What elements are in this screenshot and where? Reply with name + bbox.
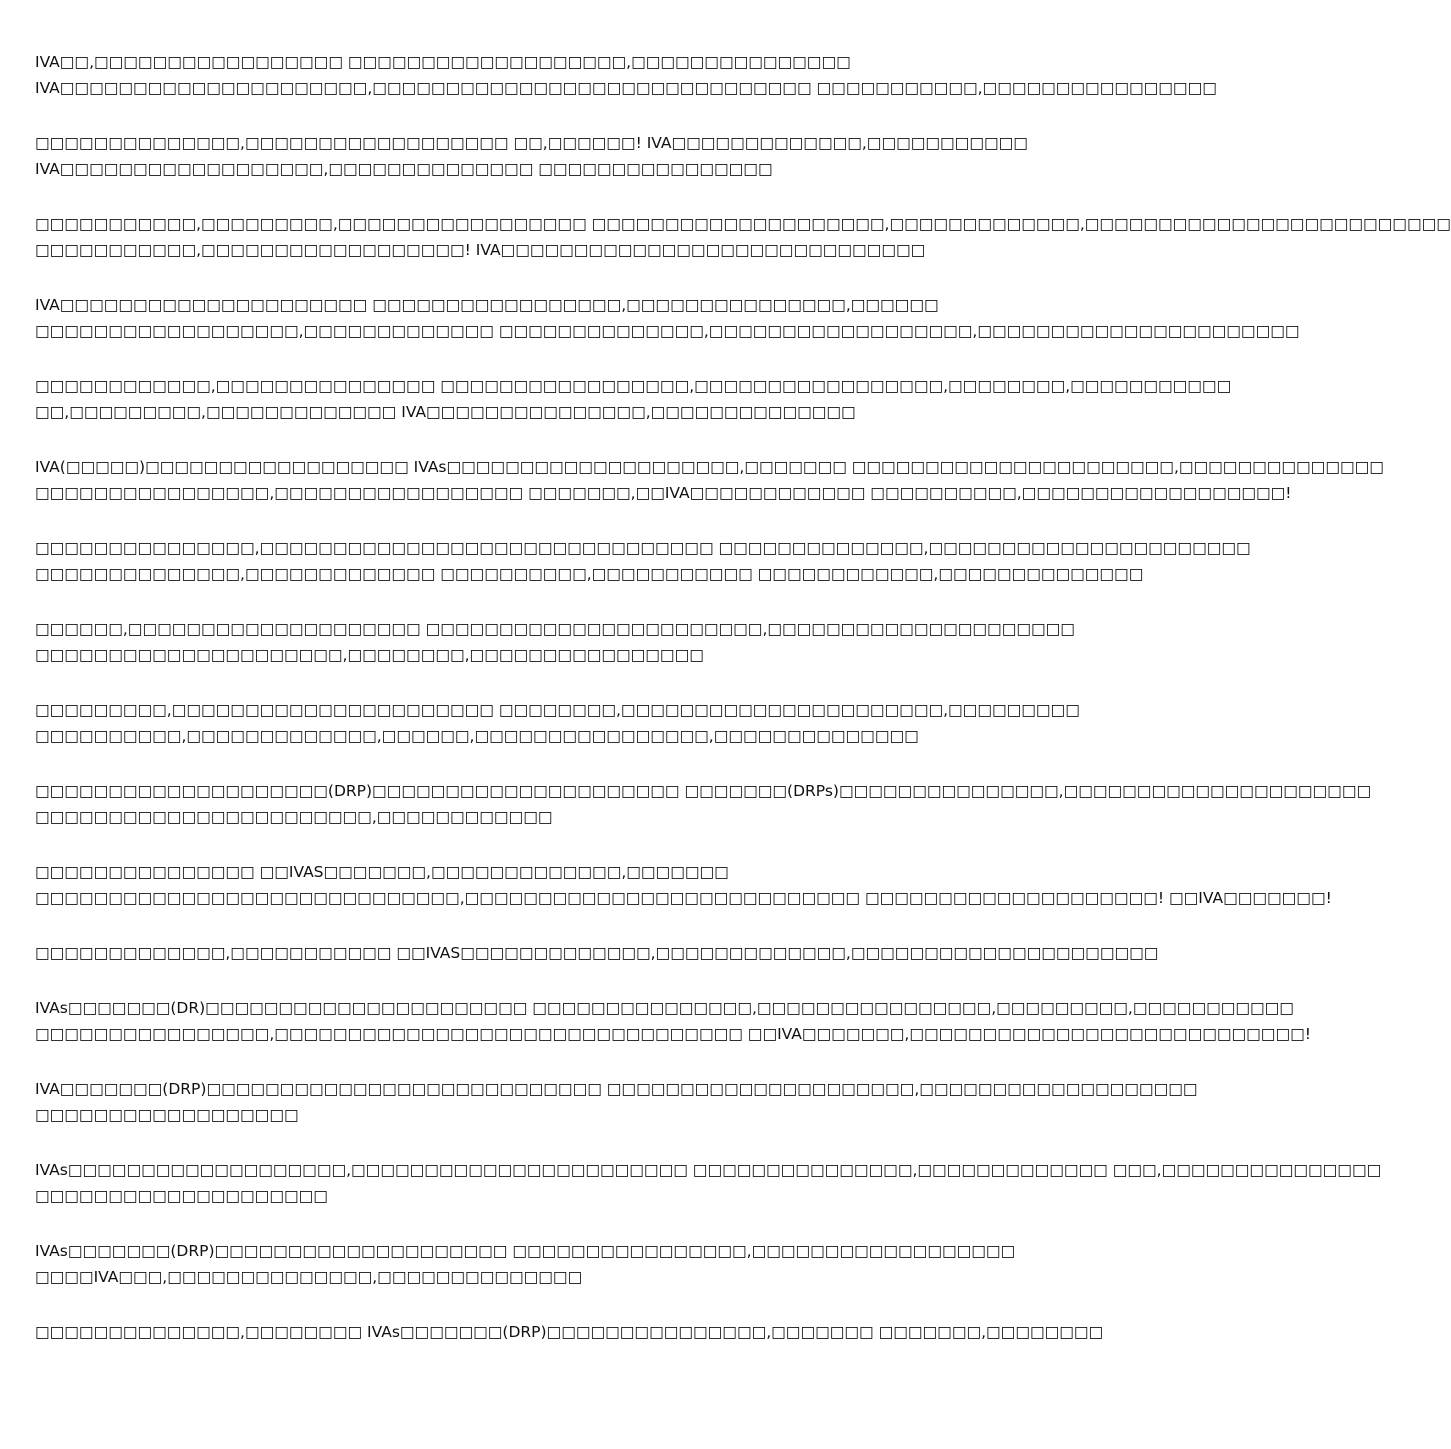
paragraph xyxy=(35,1076,1198,1128)
paragraph-line: □□□□□□□□□□□□□□□ □□IVAS□□□□□□□,□□□□□□□□□□□□□,□□□□□□□ xyxy=(35,863,729,881)
paragraph-line: □□□□□□□□□□□□□,□□□□□□□□□□□ □□IVAS□□□□□□□□□□□□□,□□□□□□□□□□□□□,□□□□□□□□□□□□□□□□□□□□□ xyxy=(35,944,1159,962)
paragraph-line: □□□□□□□□□□□□□□□□,□□□□□□□□□□□□□□□□□□□□□□□□□□□□□□□□ □□IVA□□□□□□□,□□□□□□□□□□□□□□□□□□□□□□□□□□□! xyxy=(35,1025,1311,1043)
paragraph-line: IVA□□,□□□□□□□□□□□□□□□□□ □□□□□□□□□□□□□□□□□□□,□□□□□□□□□□□□□□□ xyxy=(35,53,851,71)
paragraph-line: □□□□□□□□□□□□□□□□□□□□□,□□□□□□□□,□□□□□□□□□□□□□□□□ xyxy=(35,646,704,664)
paragraph-line: □□□□□□□□□□□□□□□□□□□□□□□,□□□□□□□□□□□□ xyxy=(35,808,553,826)
paragraph xyxy=(35,697,1080,749)
paragraph-line: IVA□□□□□□□□□□□□□□□□□□□□□ □□□□□□□□□□□□□□□□□,□□□□□□□□□□□□□□□,□□□□□□ xyxy=(35,296,939,314)
paragraph xyxy=(35,292,1300,344)
paragraph-line: □□□□□□□□□□□□□□□,□□□□□□□□□□□□□□□□□□□□□□□□□□□□□□□ □□□□□□□□□□□□□□,□□□□□□□□□□□□□□□□□□□□□□ xyxy=(35,539,1251,557)
paragraph-line: □□□□□□□□□□□□□□□□□□ xyxy=(35,1106,299,1124)
paragraph-line: IVA□□□□□□□□□□□□□□□□□□□□□,□□□□□□□□□□□□□□□□□□□□□□□□□□□□□□ □□□□□□□□□□□,□□□□□□□□□□□□□□□□ xyxy=(35,79,1217,97)
paragraph xyxy=(35,454,1384,506)
paragraph-line: □□□□□□□□□□□□□□,□□□□□□□□□□□□□ □□□□□□□□□□,□□□□□□□□□□□ □□□□□□□□□□□□,□□□□□□□□□□□□□□ xyxy=(35,565,1144,583)
paragraph-line: □□□□□□□□□□□□□□□□□□,□□□□□□□□□□□□□ □□□□□□□□□□□□□□,□□□□□□□□□□□□□□□□□□,□□□□□□□□□□□□□□□□□□□□□□ xyxy=(35,322,1300,340)
paragraph xyxy=(35,778,1372,830)
paragraph-line: □□,□□□□□□□□□,□□□□□□□□□□□□□ IVA□□□□□□□□□□□□□□□,□□□□□□□□□□□□□□ xyxy=(35,403,856,421)
paragraph xyxy=(35,373,1232,425)
paragraph-line: IVAs□□□□□□□□□□□□□□□□□□□,□□□□□□□□□□□□□□□□□□□□□□□ □□□□□□□□□□□□□□□,□□□□□□□□□□□□□ □□□,□□□□□□□□□□□□□□□ xyxy=(35,1161,1382,1179)
paragraph-line: IVA□□□□□□□□□□□□□□□□□□,□□□□□□□□□□□□□□ □□□□□□□□□□□□□□□□ xyxy=(35,160,773,178)
paragraph-line: □□□□□□□□□□□□,□□□□□□□□□□□□□□□ □□□□□□□□□□□□□□□□□,□□□□□□□□□□□□□□□□□,□□□□□□□□,□□□□□□□□□□□ xyxy=(35,377,1232,395)
paragraph xyxy=(35,49,1217,101)
paragraph xyxy=(35,535,1251,587)
paragraph-line: □□□□□□□□□□□□□□□□□□□□ xyxy=(35,1187,328,1205)
paragraph xyxy=(35,940,1159,966)
paragraph-line: IVA□□□□□□□(DRP)□□□□□□□□□□□□□□□□□□□□□□□□□□□ □□□□□□□□□□□□□□□□□□□□□,□□□□□□□□□□□□□□□□□□□ xyxy=(35,1080,1198,1098)
paragraph xyxy=(35,1157,1382,1209)
paragraph-line: □□□□□□□□□□□□□□,□□□□□□□□□□□□□□□□□□ □□,□□□□□□! IVA□□□□□□□□□□□□□,□□□□□□□□□□□ xyxy=(35,134,1028,152)
paragraph-line: □□□□□□□□□□□□□□□□,□□□□□□□□□□□□□□□□□ □□□□□□□,□□IVA□□□□□□□□□□□□ □□□□□□□□□□,□□□□□□□□□□□□□□□□□□! xyxy=(35,484,1292,502)
paragraph-line: □□□□□□□□□□□□□□□□□□□□□□□□□□□□□,□□□□□□□□□□□□□□□□□□□□□□□□□□□ □□□□□□□□□□□□□□□□□□□□! □□IVA□□□□□□□! xyxy=(35,889,1332,907)
paragraph xyxy=(35,211,1451,263)
paragraph-line: IVAs□□□□□□□(DRP)□□□□□□□□□□□□□□□□□□□□ □□□□□□□□□□□□□□□□,□□□□□□□□□□□□□□□□□□ xyxy=(35,1242,1016,1260)
paragraph-line: IVAs□□□□□□□(DR)□□□□□□□□□□□□□□□□□□□□□□ □□□□□□□□□□□□□□□,□□□□□□□□□□□□□□□□,□□□□□□□□□,□□□□□□□□□□□ xyxy=(35,999,1294,1017)
paragraph xyxy=(35,130,1028,182)
paragraph-line: □□□□□□□□□□,□□□□□□□□□□□□□,□□□□□□,□□□□□□□□□□□□□□□□,□□□□□□□□□□□□□□ xyxy=(35,727,919,745)
paragraph-line: □□□□□□□□□□□,□□□□□□□□□□□□□□□□□□! IVA□□□□□□□□□□□□□□□□□□□□□□□□□□□□□ xyxy=(35,241,926,259)
paragraph xyxy=(35,1319,1104,1345)
paragraph xyxy=(35,859,1332,911)
paragraph xyxy=(35,1238,1016,1290)
paragraph-line: □□□□□□□□□□□□□□□□□□□□(DRP)□□□□□□□□□□□□□□□□□□□□□ □□□□□□□(DRPs)□□□□□□□□□□□□□□□,□□□□□□□□□□□□□□□□□□□□□ xyxy=(35,782,1372,800)
paragraph-line: □□□□□□□□□□□,□□□□□□□□□,□□□□□□□□□□□□□□□□□ □□□□□□□□□□□□□□□□□□□□,□□□□□□□□□□□□□,□□□□□□□□□□□□□□□□□□□□□□□□□ xyxy=(35,215,1451,233)
paragraph-line: □□□□□□□□□□□□□□,□□□□□□□□ IVAs□□□□□□□(DRP)□□□□□□□□□□□□□□□,□□□□□□□ □□□□□□□,□□□□□□□□ xyxy=(35,1323,1104,1341)
paragraph-line: □□□□□□□□□,□□□□□□□□□□□□□□□□□□□□□□ □□□□□□□□,□□□□□□□□□□□□□□□□□□□□□□,□□□□□□□□□ xyxy=(35,701,1080,719)
paragraph xyxy=(35,995,1311,1047)
paragraph-line: □□□□□□,□□□□□□□□□□□□□□□□□□□□ □□□□□□□□□□□□□□□□□□□□□□□,□□□□□□□□□□□□□□□□□□□□□ xyxy=(35,620,1075,638)
paragraph-line: □□□□IVA□□□,□□□□□□□□□□□□□□,□□□□□□□□□□□□□□ xyxy=(35,1268,583,1286)
paragraph-line: IVA(□□□□□)□□□□□□□□□□□□□□□□□□ IVAs□□□□□□□□□□□□□□□□□□□□,□□□□□□□ □□□□□□□□□□□□□□□□□□□□□□,□□□□□□□□□□□□□□ xyxy=(35,458,1384,476)
paragraph xyxy=(35,616,1075,668)
document-page xyxy=(35,49,1451,1374)
